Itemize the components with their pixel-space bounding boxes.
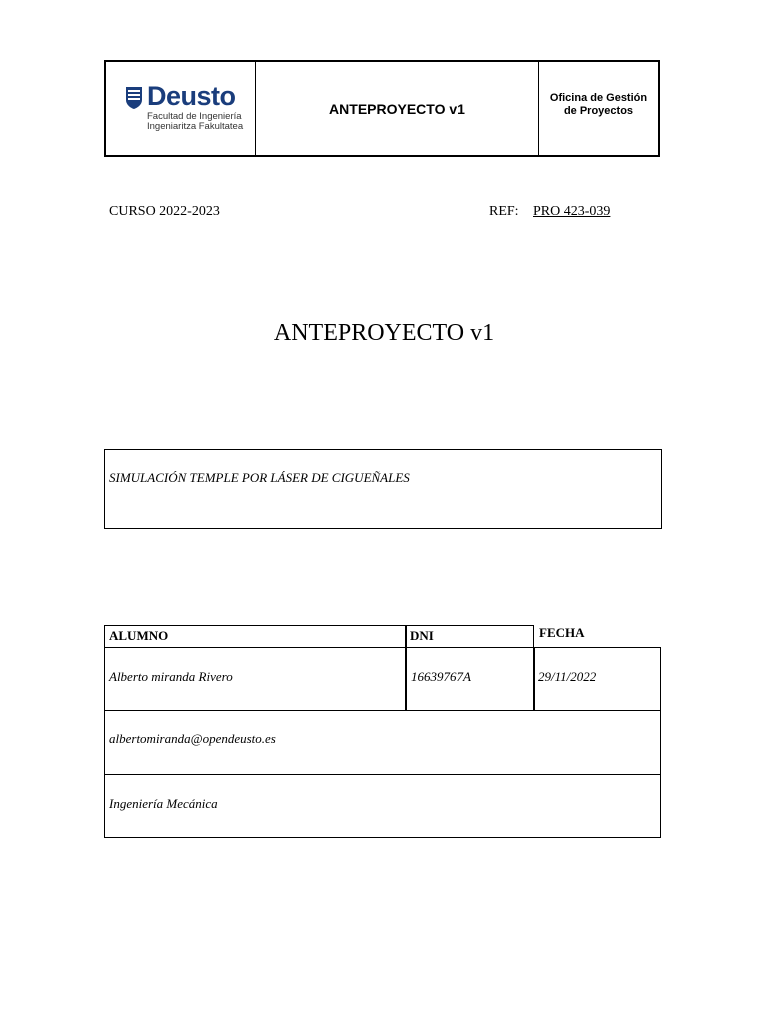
logo-brand: Deusto [147,81,236,111]
header-fecha: FECHA [539,625,585,640]
office-line1: Oficina de Gestión [549,91,648,104]
table-row [104,647,661,711]
logo-subtitle-line2: Ingeniaritza Fakultatea [147,121,244,132]
submission-date: 29/11/2022 [538,669,597,684]
email-row [104,709,661,775]
logo-subtitle-line1: Facultad de Ingeniería [147,111,242,122]
office-line2: de Proyectos [563,104,634,117]
header-title: ANTEPROYECTO v1 [256,62,539,155]
header-alumno-cell [104,625,407,648]
project-title: SIMULACIÓN TEMPLE POR LÁSER DE CIGUEÑALES [109,470,410,485]
project-title-box [104,449,662,529]
page-title: ANTEPROYECTO v1 [273,320,495,346]
student-degree: Ingeniería Mecánica [109,796,218,811]
cell-divider [405,648,407,710]
cell-divider [533,648,535,710]
document-header [104,60,660,157]
course-label: CURSO 2022-2023 [109,204,220,219]
student-name: Alberto miranda Rivero [109,669,233,684]
logo-subtitle [147,112,243,132]
header-dni: DNI [410,628,434,643]
shield-icon [125,86,143,110]
header-dni-cell [405,625,534,648]
student-email: albertomiranda@opendeusto.es [109,731,276,746]
student-dni: 16639767A [411,669,471,684]
header-office [539,62,658,155]
logo-cell [106,62,256,155]
degree-row [104,774,661,838]
ref-value: PRO 423-039 [533,204,611,219]
ref-label: REF: [489,204,519,219]
header-alumno: ALUMNO [109,628,169,643]
